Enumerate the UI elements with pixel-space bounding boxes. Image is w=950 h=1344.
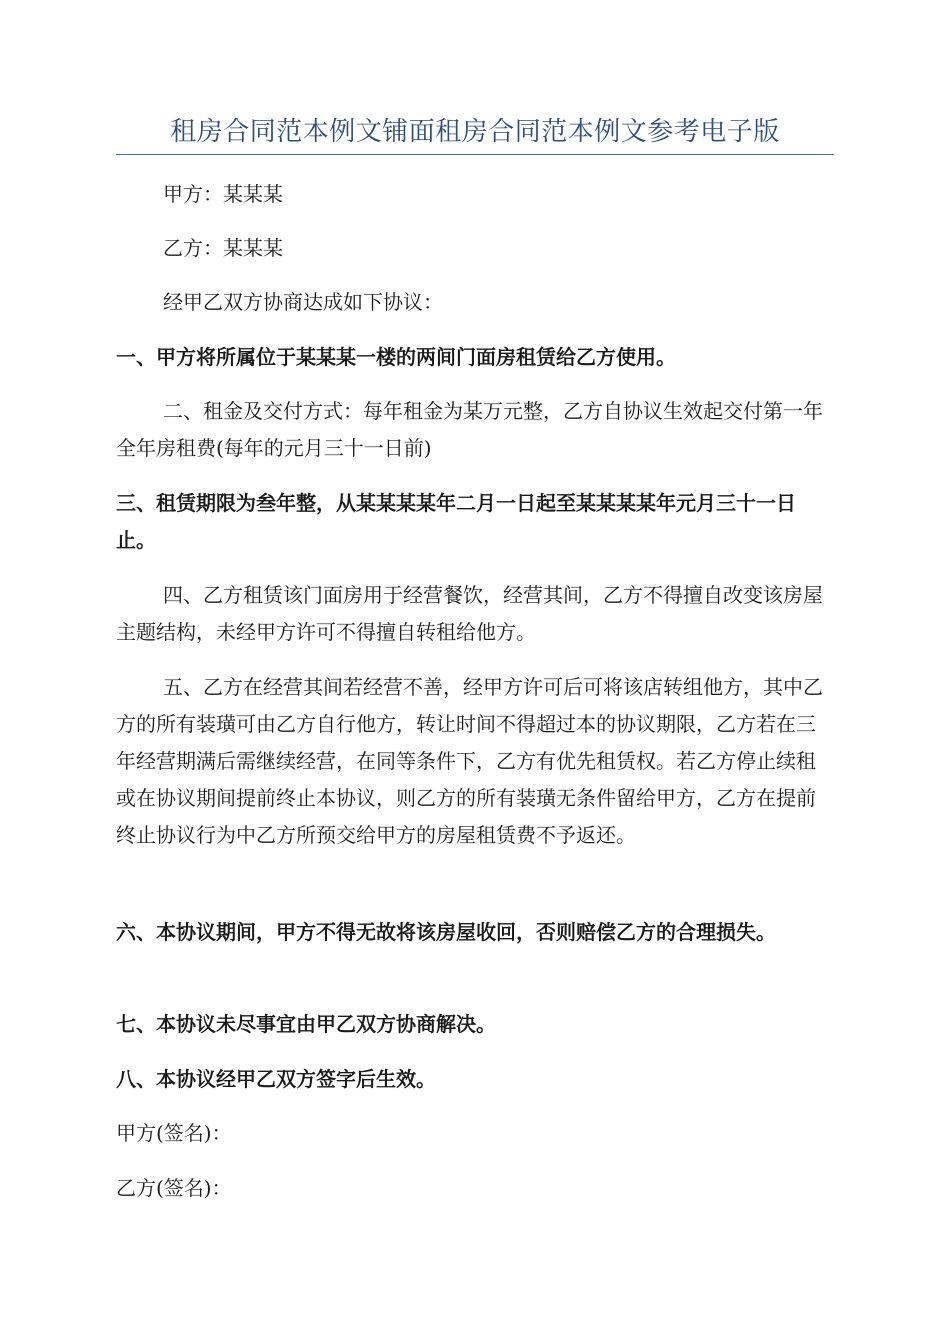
clause-4: 四、乙方租赁该门面房用于经营餐饮，经营其间，乙方不得擅自改变该房屋主题结构，未经甲方许可不得擅自转租给他方。 <box>116 583 823 644</box>
clause-5: 五、乙方在经营其间若经营不善，经甲方许可后可将该店转组他方，其中乙方的所有装璜可由乙方自行他方，转让时间不得超过本的协议期限，乙方若在三年经营期满后需继续经营，在同等条件下，乙方有优先租赁权。若乙方停止续租或在协议期间提前终止本协议，则乙方的所有装璜无条件留给甲方，乙方在提前终止协议行为中乙方所预交给甲方的房屋租赁费不予返还。 <box>116 675 823 847</box>
clause-8: 八、本协议经甲乙双方签字后生效。 <box>116 1067 436 1091</box>
clause-1: 一、甲方将所属位于某某某一楼的两间门面房租赁给乙方使用。 <box>116 345 676 369</box>
title-underline <box>116 154 834 155</box>
document-page <box>116 0 834 1344</box>
clause-6: 六、本协议期间，甲方不得无故将该房屋收回，否则赔偿乙方的合理损失。 <box>116 920 776 944</box>
agreement-intro: 经甲乙双方协商达成如下协议： <box>163 290 443 314</box>
clause-7: 七、本协议未尽事宜由甲乙双方协商解决。 <box>116 1012 496 1036</box>
party-b-line: 乙方：某某某 <box>163 236 283 260</box>
party-b-signature: 乙方(签名)： <box>116 1176 232 1200</box>
document-title: 租房合同范本例文铺面租房合同范本例文参考电子版 <box>170 117 780 147</box>
party-a-line: 甲方：某某某 <box>163 182 283 206</box>
party-a-signature: 甲方(签名)： <box>116 1121 232 1145</box>
clause-2: 二、租金及交付方式：每年租金为某万元整，乙方自协议生效起交付第一年全年房租费(每年的元月三十一日前) <box>116 399 823 460</box>
clause-3: 三、租赁期限为叁年整，从某某某某年二月一日起至某某某某年元月三十一日止。 <box>116 491 796 552</box>
